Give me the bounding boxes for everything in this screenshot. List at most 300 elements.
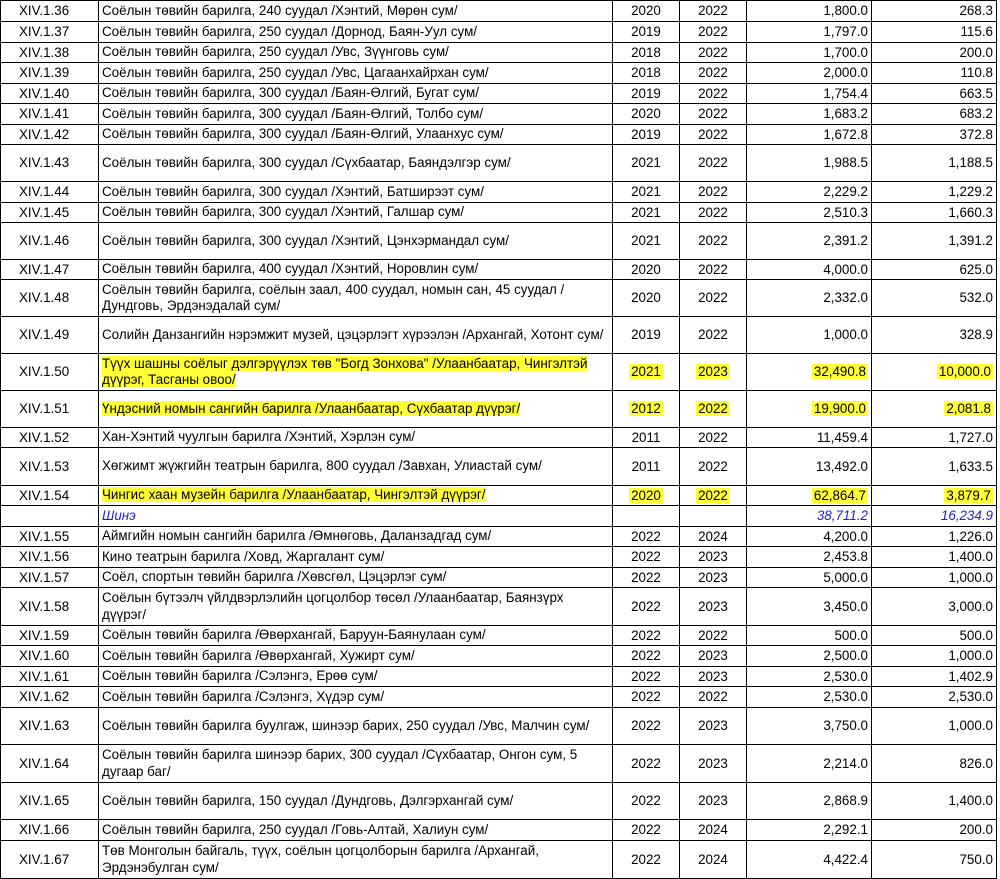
project-code-cell xyxy=(1,63,99,84)
budget-amount: 1,727.0 xyxy=(948,429,993,445)
total-cost: 1,800.0 xyxy=(823,3,868,18)
project-name: Соёлын төвийн барилга шинээр барих, 300 суудал /Сүхбаатар, Онгон сум, 5 дугаар баг/ xyxy=(102,747,578,779)
end-year-cell xyxy=(680,783,747,820)
budget-amount-cell xyxy=(872,223,997,260)
total-cost: 2,229.2 xyxy=(823,184,868,199)
start-year: 2022 xyxy=(631,822,661,837)
project-name-cell xyxy=(99,260,613,280)
project-code: XIV.1.60 xyxy=(19,648,70,663)
table-row xyxy=(1,568,997,588)
total-cost: 2,530.0 xyxy=(823,668,868,684)
project-code: XIV.1.51 xyxy=(19,401,70,416)
project-name: Соёлын төвийн барилга, 300 суудал /Хэнтий, Галшар сум/ xyxy=(102,204,465,220)
project-name-cell xyxy=(99,708,613,745)
start-year: 2021 xyxy=(631,204,661,220)
total-cost: 2,453.8 xyxy=(823,549,868,564)
start-year-cell xyxy=(613,391,680,428)
total-cost-cell xyxy=(747,745,872,783)
total-cost-cell xyxy=(747,223,872,260)
budget-amount: 683.2 xyxy=(959,106,993,121)
end-year: 2022 xyxy=(698,458,728,474)
project-code-cell xyxy=(1,626,99,646)
start-year: 2011 xyxy=(631,458,661,474)
budget-amount-cell xyxy=(872,568,997,588)
end-year-cell xyxy=(680,145,747,182)
total-cost-cell xyxy=(747,626,872,646)
project-code-cell xyxy=(1,568,99,588)
project-code-cell xyxy=(1,646,99,667)
budget-amount-cell xyxy=(872,125,997,145)
total-cost-cell xyxy=(747,125,872,145)
project-name-cell xyxy=(99,22,613,43)
total-cost-cell xyxy=(747,1,872,22)
end-year-cell xyxy=(680,667,747,687)
project-code: XIV.1.40 xyxy=(19,85,70,101)
end-year-cell xyxy=(680,708,747,745)
total-cost-cell xyxy=(747,260,872,280)
project-code-cell xyxy=(1,260,99,280)
end-year-cell xyxy=(680,125,747,145)
project-name-cell xyxy=(99,568,613,588)
start-year: 2022 xyxy=(631,549,661,564)
total-cost-cell xyxy=(747,820,872,841)
project-code: XIV.1.50 xyxy=(19,364,70,379)
start-year: 2021 xyxy=(631,184,661,199)
budget-amount: 1,400.0 xyxy=(948,549,993,564)
end-year-cell xyxy=(680,547,747,568)
total-cost: 5,000.0 xyxy=(823,569,868,585)
project-code: XIV.1.52 xyxy=(19,429,70,445)
end-year-cell xyxy=(680,428,747,448)
total-cost: 4,422.4 xyxy=(823,851,868,867)
project-name-cell xyxy=(99,547,613,568)
project-name-cell xyxy=(99,486,613,506)
table-row xyxy=(1,145,997,182)
start-year-cell xyxy=(613,280,680,317)
table-row xyxy=(1,820,997,841)
total-cost-cell xyxy=(747,63,872,84)
budget-amount: 1,402.9 xyxy=(948,668,993,684)
start-year: 2020 xyxy=(631,487,661,503)
project-name: Төв Монголын байгаль, түүх, соёлын цогцолборын барилга /Архангай, Эрдэнэбулган сум/ xyxy=(102,843,539,875)
end-year: 2023 xyxy=(698,793,728,808)
project-code: XIV.1.66 xyxy=(19,822,70,837)
budget-amount-cell xyxy=(872,104,997,125)
budget-amount: 16,234.9 xyxy=(940,508,993,523)
total-cost: 13,492.0 xyxy=(815,458,868,474)
budget-amount-cell xyxy=(872,428,997,448)
project-code-cell xyxy=(1,588,99,626)
project-code: XIV.1.41 xyxy=(19,106,70,121)
project-name-cell xyxy=(99,104,613,125)
end-year: 2022 xyxy=(698,233,728,248)
total-cost: 2,332.0 xyxy=(823,290,868,305)
budget-amount: 1,391.2 xyxy=(948,233,993,248)
project-code: XIV.1.36 xyxy=(19,3,70,18)
budget-amount-cell xyxy=(872,391,997,428)
total-cost-cell xyxy=(747,588,872,626)
project-name: Соёлын төвийн барилга, 150 суудал /Дундговь, Дэлгэрхангай сум/ xyxy=(102,792,514,808)
project-name: Соёлын төвийн барилга, 300 суудал /Баян-Өлгий, Толбо сум/ xyxy=(102,105,484,121)
subtotal-row xyxy=(1,506,997,527)
budget-amount: 110.8 xyxy=(960,65,993,80)
table-body xyxy=(1,1,997,879)
end-year: 2022 xyxy=(698,290,728,305)
project-name-cell xyxy=(99,428,613,448)
budget-amount-cell xyxy=(872,317,997,354)
project-name-cell xyxy=(99,223,613,260)
start-year: 2022 xyxy=(631,569,661,585)
total-cost: 2,500.0 xyxy=(823,648,868,663)
start-year-cell xyxy=(613,203,680,223)
start-year: 2022 xyxy=(631,755,661,771)
total-cost: 62,864.7 xyxy=(813,487,866,503)
start-year: 2020 xyxy=(631,3,661,18)
total-cost: 2,214.0 xyxy=(823,755,868,771)
total-cost: 19,900.0 xyxy=(813,401,866,416)
start-year: 2012 xyxy=(631,401,661,416)
end-year: 2022 xyxy=(698,3,728,18)
project-name: Соёлын төвийн барилга, 250 суудал /Дорнод, Баян-Уул сум/ xyxy=(102,23,477,39)
total-cost-cell xyxy=(747,448,872,486)
project-code: XIV.1.45 xyxy=(19,204,70,220)
start-year: 2020 xyxy=(631,106,661,121)
table-row xyxy=(1,428,997,448)
project-name: Аймгийн номын сангийн барилга /Өмнөговь, Даланзадгад сум/ xyxy=(102,528,492,544)
project-name-cell xyxy=(99,203,613,223)
budget-amount: 1,188.5 xyxy=(948,155,993,170)
project-name-cell xyxy=(99,354,613,391)
project-code: XIV.1.44 xyxy=(19,184,70,199)
project-code-cell xyxy=(1,391,99,428)
project-code-cell xyxy=(1,223,99,260)
total-cost-cell xyxy=(747,428,872,448)
budget-amount-cell xyxy=(872,820,997,841)
project-name-cell xyxy=(99,783,613,820)
end-year-cell xyxy=(680,391,747,428)
table-row xyxy=(1,104,997,125)
table-row xyxy=(1,63,997,84)
table-row xyxy=(1,448,997,486)
project-name-cell xyxy=(99,448,613,486)
end-year: 2022 xyxy=(698,184,728,199)
end-year: 2023 xyxy=(698,598,728,614)
end-year: 2023 xyxy=(698,718,728,733)
project-code: XIV.1.49 xyxy=(19,327,70,342)
project-name-cell xyxy=(99,280,613,317)
total-cost: 1,754.4 xyxy=(823,85,868,101)
end-year-cell xyxy=(680,687,747,708)
project-name: Соёлын төвийн барилга, 400 суудал /Хэнтий, Норовлин сум/ xyxy=(102,261,479,277)
budget-amount-cell xyxy=(872,745,997,783)
project-code-cell xyxy=(1,125,99,145)
end-year-cell xyxy=(680,527,747,547)
budget-amount-cell xyxy=(872,354,997,391)
end-year-cell xyxy=(680,203,747,223)
start-year: 2022 xyxy=(631,528,661,544)
project-code-cell xyxy=(1,22,99,43)
total-cost: 2,292.1 xyxy=(823,822,868,837)
table-row xyxy=(1,182,997,203)
budget-amount: 372.8 xyxy=(959,126,993,142)
start-year: 2022 xyxy=(631,851,661,867)
start-year: 2022 xyxy=(631,689,661,704)
end-year-cell xyxy=(680,588,747,626)
start-year-cell xyxy=(613,588,680,626)
project-name: Солийн Данзангийн нэрэмжит музей, цэцэрлэгт хүрээлэн /Архангай, Хотонт сум/ xyxy=(102,326,604,342)
start-year-cell xyxy=(613,317,680,354)
start-year-cell xyxy=(613,182,680,203)
project-code-cell xyxy=(1,687,99,708)
start-year-cell xyxy=(613,428,680,448)
budget-amount: 10,000.0 xyxy=(938,364,991,379)
start-year: 2018 xyxy=(631,65,661,80)
project-name: Чингис хаан музейн барилга /Улаанбаатар, Чингэлтэй дүүрэг/ xyxy=(102,487,486,503)
end-year-cell xyxy=(680,486,747,506)
start-year-cell xyxy=(613,745,680,783)
start-year-cell xyxy=(613,125,680,145)
budget-amount-cell xyxy=(872,260,997,280)
project-code: XIV.1.37 xyxy=(19,24,70,39)
project-name-cell xyxy=(99,506,613,527)
total-cost: 500.0 xyxy=(834,627,868,643)
budget-amount: 750.0 xyxy=(959,851,993,867)
total-cost: 1,683.2 xyxy=(823,106,868,121)
budget-amount: 1,226.0 xyxy=(948,528,993,544)
start-year: 2019 xyxy=(631,24,661,39)
budget-amount-cell xyxy=(872,43,997,63)
project-code: XIV.1.54 xyxy=(19,487,70,503)
table-row xyxy=(1,486,997,506)
start-year-cell xyxy=(613,22,680,43)
end-year-cell xyxy=(680,63,747,84)
end-year-cell xyxy=(680,260,747,280)
total-cost: 2,868.9 xyxy=(823,793,868,808)
table-row xyxy=(1,1,997,22)
start-year: 2022 xyxy=(631,793,661,808)
project-name: Соёлын төвийн барилга, 250 суудал /Говь-Алтай, Халиун сум/ xyxy=(102,821,489,837)
project-name: Соёлын төвийн барилга, 300 суудал /Сүхбаатар, Баяндэлгэр сум/ xyxy=(102,154,511,170)
table-row xyxy=(1,43,997,63)
end-year-cell xyxy=(680,646,747,667)
end-year: 2022 xyxy=(698,261,728,277)
budget-amount-cell xyxy=(872,145,997,182)
start-year-cell xyxy=(613,260,680,280)
start-year-cell xyxy=(613,568,680,588)
budget-amount: 3,879.7 xyxy=(946,487,991,503)
end-year: 2022 xyxy=(698,627,728,643)
project-code-cell xyxy=(1,745,99,783)
budget-amount-cell xyxy=(872,22,997,43)
start-year-cell xyxy=(613,783,680,820)
budget-amount-cell xyxy=(872,506,997,527)
total-cost: 2,510.3 xyxy=(823,204,868,220)
total-cost: 2,391.2 xyxy=(823,233,868,248)
project-name: Шинэ xyxy=(102,507,136,523)
start-year: 2020 xyxy=(631,290,661,305)
total-cost-cell xyxy=(747,783,872,820)
start-year-cell xyxy=(613,667,680,687)
budget-amount: 663.5 xyxy=(959,85,993,101)
project-code: XIV.1.59 xyxy=(19,627,70,643)
project-code: XIV.1.58 xyxy=(19,598,70,614)
project-name: Кино театрын барилга /Ховд, Жаргалант сум/ xyxy=(102,548,385,564)
project-code-cell xyxy=(1,667,99,687)
budget-amount: 1,000.0 xyxy=(948,718,993,733)
project-code-cell xyxy=(1,547,99,568)
start-year-cell xyxy=(613,820,680,841)
project-code-cell xyxy=(1,317,99,354)
project-name: Соёлын төвийн барилга, 300 суудал /Баян-Өлгий, Бугат сум/ xyxy=(102,85,479,101)
project-name: Соёлын төвийн барилга, 300 суудал /Хэнтий, Батширээт сум/ xyxy=(102,183,484,199)
budget-amount: 826.0 xyxy=(959,755,993,771)
total-cost-cell xyxy=(747,145,872,182)
project-code: XIV.1.47 xyxy=(19,261,70,277)
total-cost-cell xyxy=(747,280,872,317)
project-code-cell xyxy=(1,1,99,22)
start-year-cell xyxy=(613,527,680,547)
budget-amount: 1,000.0 xyxy=(948,648,993,663)
start-year-cell xyxy=(613,1,680,22)
total-cost: 11,459.4 xyxy=(816,429,868,445)
total-cost-cell xyxy=(747,43,872,63)
total-cost: 1,988.5 xyxy=(823,155,868,170)
start-year: 2019 xyxy=(631,126,661,142)
project-code: XIV.1.62 xyxy=(19,689,70,704)
project-code-cell xyxy=(1,43,99,63)
end-year: 2022 xyxy=(698,85,728,101)
table-row xyxy=(1,687,997,708)
start-year: 2021 xyxy=(631,233,661,248)
total-cost-cell xyxy=(747,182,872,203)
budget-amount: 1,229.2 xyxy=(948,184,993,199)
project-code: XIV.1.57 xyxy=(19,569,70,585)
end-year-cell xyxy=(680,568,747,588)
total-cost-cell xyxy=(747,354,872,391)
table-row xyxy=(1,317,997,354)
end-year: 2022 xyxy=(698,126,728,142)
project-name-cell xyxy=(99,820,613,841)
start-year: 2011 xyxy=(631,429,661,445)
project-name-cell xyxy=(99,745,613,783)
table-row xyxy=(1,125,997,145)
total-cost: 32,490.8 xyxy=(813,364,866,379)
table-row xyxy=(1,84,997,104)
end-year: 2023 xyxy=(698,549,728,564)
total-cost-cell xyxy=(747,506,872,527)
project-name: Соёлын төвийн барилга, соёлын заал, 400 суудал, номын сан, 45 суудал /Дундговь, Эрдэнэдалай сум/ xyxy=(102,281,565,313)
project-code-cell xyxy=(1,203,99,223)
project-name-cell xyxy=(99,84,613,104)
project-name: Соёлын төвийн барилга /Сэлэнгэ, Хүдэр сум/ xyxy=(102,688,385,704)
project-name-cell xyxy=(99,667,613,687)
start-year: 2021 xyxy=(631,155,661,170)
project-code-cell xyxy=(1,708,99,745)
budget-amount: 1,633.5 xyxy=(948,458,993,474)
total-cost: 2,000.0 xyxy=(823,65,868,80)
project-name: Соёлын төвийн барилга, 300 суудал /Хэнтий, Цэнхэрмандал сум/ xyxy=(102,232,509,248)
end-year: 2023 xyxy=(698,569,728,585)
budget-amount-cell xyxy=(872,182,997,203)
budget-amount-cell xyxy=(872,646,997,667)
project-name-cell xyxy=(99,125,613,145)
start-year-cell xyxy=(613,448,680,486)
budget-amount: 3,000.0 xyxy=(948,598,993,614)
total-cost: 1,672.8 xyxy=(823,126,868,142)
table-row xyxy=(1,667,997,687)
end-year-cell xyxy=(680,280,747,317)
start-year-cell xyxy=(613,687,680,708)
end-year-cell xyxy=(680,354,747,391)
total-cost-cell xyxy=(747,84,872,104)
table-row xyxy=(1,626,997,646)
project-name: Соёлын бүтээлч үйлдвэрлэлийн цогцолбор төсөл /Улаанбаатар, Баянзүрх дүүрэг/ xyxy=(102,590,564,622)
budget-amount: 625.0 xyxy=(959,261,993,277)
budget-amount: 1,000.0 xyxy=(948,569,993,585)
end-year: 2023 xyxy=(698,668,728,684)
budget-amount-cell xyxy=(872,84,997,104)
table-row xyxy=(1,588,997,626)
start-year-cell xyxy=(613,626,680,646)
end-year: 2024 xyxy=(698,851,728,867)
end-year: 2022 xyxy=(698,327,728,342)
total-cost: 2,530.0 xyxy=(823,689,868,704)
table-row xyxy=(1,260,997,280)
project-name: Соёлын төвийн барилга /Өвөрхангай, Хужирт сум/ xyxy=(102,647,415,663)
table-row xyxy=(1,646,997,667)
project-name: Соёлын төвийн барилга /Өвөрхангай, Баруун-Баянулаан сум/ xyxy=(102,627,486,643)
project-code-cell xyxy=(1,820,99,841)
end-year: 2024 xyxy=(698,822,728,837)
budget-amount-cell xyxy=(872,687,997,708)
start-year-cell xyxy=(613,506,680,527)
budget-amount: 328.9 xyxy=(959,327,993,342)
end-year: 2022 xyxy=(698,401,728,416)
project-name-cell xyxy=(99,588,613,626)
project-name: Үндэсний номын сангийн барилга /Улаанбаатар, Сүхбаатар дүүрэг/ xyxy=(102,400,521,416)
project-code-cell xyxy=(1,527,99,547)
total-cost: 3,750.0 xyxy=(823,718,868,733)
project-name-cell xyxy=(99,145,613,182)
end-year-cell xyxy=(680,448,747,486)
budget-amount: 532.0 xyxy=(959,290,993,305)
start-year: 2018 xyxy=(631,44,661,60)
end-year-cell xyxy=(680,104,747,125)
start-year: 2022 xyxy=(631,648,661,663)
budget-amount: 268.3 xyxy=(959,3,993,18)
start-year-cell xyxy=(613,646,680,667)
project-name: Соёлын төвийн барилга /Сэлэнгэ, Ерөө сум/ xyxy=(102,668,378,684)
end-year-cell xyxy=(680,820,747,841)
start-year-cell xyxy=(613,63,680,84)
end-year: 2022 xyxy=(698,44,728,60)
end-year: 2023 xyxy=(698,648,728,663)
end-year: 2022 xyxy=(698,204,728,220)
budget-amount-cell xyxy=(872,63,997,84)
project-name-cell xyxy=(99,391,613,428)
project-code: XIV.1.38 xyxy=(19,44,70,60)
budget-amount-cell xyxy=(872,667,997,687)
budget-amount-cell xyxy=(872,486,997,506)
budget-amount-cell xyxy=(872,783,997,820)
start-year-cell xyxy=(613,104,680,125)
start-year: 2022 xyxy=(631,718,661,733)
budget-amount: 2,081.8 xyxy=(946,401,991,416)
project-name: Соёл, спортын төвийн барилга /Хөвсгөл, Цэцэрлэг сум/ xyxy=(102,569,447,585)
budget-amount-cell xyxy=(872,203,997,223)
start-year-cell xyxy=(613,354,680,391)
end-year-cell xyxy=(680,1,747,22)
